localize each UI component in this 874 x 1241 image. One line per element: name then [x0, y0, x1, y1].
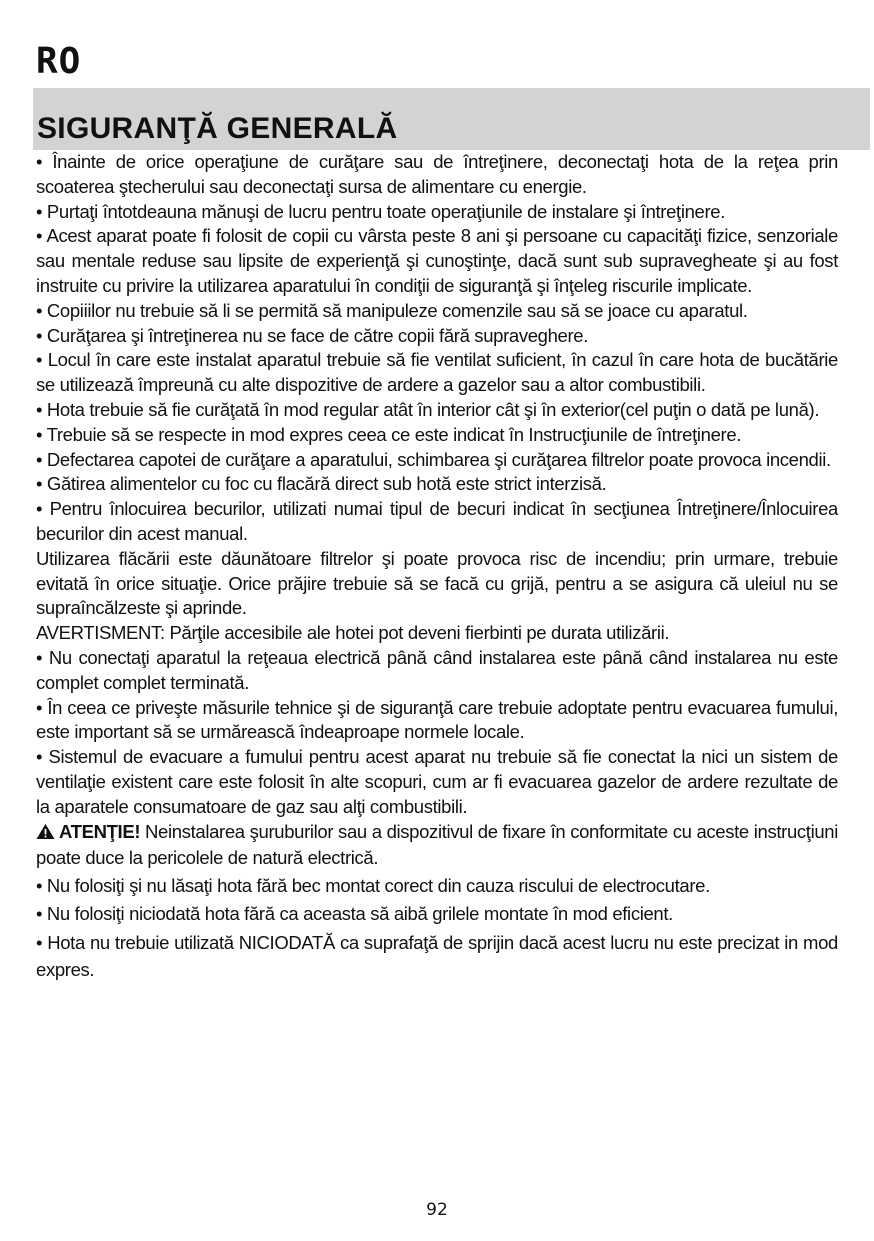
paragraph: • Pentru înlocuirea becurilor, utilizati numai tipul de becuri indicat în secţiunea Întreţinere/Înlocuirea becurilor din acest manual. [36, 498, 838, 544]
paragraph: Utilizarea flăcării este dăunătoare filtrelor şi poate provoca risc de incendiu; prin urmare, trebuie evitată în orice situaţie. Orice prăjire trebuie să se facă cu grijă, pentru a se asigura că uleiul nu se supraîncălzeste şi aprinde. [36, 547, 838, 619]
paragraph: • Copiiilor nu trebuie să li se permită să manipuleze comenzile sau să se joace cu aparatul. [36, 299, 748, 321]
paragraph: • Gătirea alimentelor cu foc cu flacără direct sub hotă este strict interzisă. [36, 473, 607, 495]
paragraph: • Defectarea capotei de curăţare a aparatului, schimbarea şi curăţarea filtrelor poate provoca incendii. [36, 448, 831, 470]
paragraph: AVERTISMENT: Părţile accesibile ale hotei pot deveni fierbinti pe durata utilizării. [36, 622, 670, 644]
paragraph: • Hota nu trebuie utilizată NICIODATĂ ca suprafaţă de sprijin dacă acest lucru nu este precizat in mod expres. [36, 931, 838, 980]
warning-paragraph [36, 820, 838, 872]
paragraph: • Curăţarea şi întreţinerea nu se face de către copii fără supraveghere. [36, 324, 589, 346]
paragraph: • Nu folosiţi niciodată hota fără ca aceasta să aibă grilele montate în mod eficient. [36, 902, 673, 924]
paragraph: • Hota trebuie să fie curăţată în mod regular atât în interior cât şi în exterior(cel puţin o dată pe lună). [36, 398, 820, 420]
paragraph: • Trebuie să se respecte in mod expres ceea ce este indicat în Instrucţiunile de întreţinere. [36, 423, 742, 445]
warning-triangle-icon [36, 822, 55, 847]
paragraph: • În ceea ce priveşte măsurile tehnice şi de siguranţă care trebuie adoptate pentru evacuarea fumului, este important să se urmărească îndeaproape normele locale. [36, 696, 838, 743]
paragraph: • Acest aparat poate fi folosit de copii cu vârsta peste 8 ani şi persoane cu capacităţi fizice, senzoriale sau mentale reduse sau lipsite de experienţă şi cunoştinţe, dacă sunt sub supravegheate şi au fost instruite cu privire la utilizarea aparatului în condiţii de siguranţă şi înţeleg riscurile implicate. [36, 225, 838, 296]
section-title: SIGURANŢĂ GENERALĂ [37, 112, 398, 145]
paragraph: • Sistemul de evacuare a fumului pentru acest aparat nu trebuie să fie conectat la nici un sistem de ventilaţie existent care este folosit în alte scopuri, cum ar fi evacuarea gazelor de ardere rezultate de la aparatele consumatoare de gaz sau alţi combustibili. [36, 746, 838, 817]
language-code: RO [36, 41, 82, 82]
safety-text-body [36, 150, 838, 983]
page-number: 92 [426, 1200, 448, 1220]
paragraph: • Nu folosiţi şi nu lăsaţi hota fără bec montat corect din cauza riscului de electrocutare. [36, 875, 710, 897]
paragraph: • Nu conectaţi aparatul la reţeaua electrică până când instalarea este până când instalarea nu este complet complet terminată. [36, 646, 838, 693]
paragraph: • Înainte de orice operaţiune de curăţare sau de întreţinere, deconectaţi hota de la reţea prin scoaterea ştecherului sau deconectaţi sursa de alimentare cu energie. [36, 151, 838, 197]
warning-label: ATENŢIE! [59, 820, 141, 842]
paragraph: • Purtaţi întotdeauna mănuşi de lucru pentru toate operaţiunile de instalare şi întreţinere. [36, 200, 726, 222]
warning-text: Neinstalarea şuruburilor sau a dispozitivul de fixare în conformitate cu aceste instrucţiuni poate duce la pericolele de natură electrică. [36, 820, 838, 869]
paragraph: • Locul în care este instalat aparatul trebuie să fie ventilat suficient, în cazul în care hota de bucătărie se utilizează împreună cu alte dispozitive de ardere a gazelor sau a altor combustibili. [36, 349, 838, 396]
